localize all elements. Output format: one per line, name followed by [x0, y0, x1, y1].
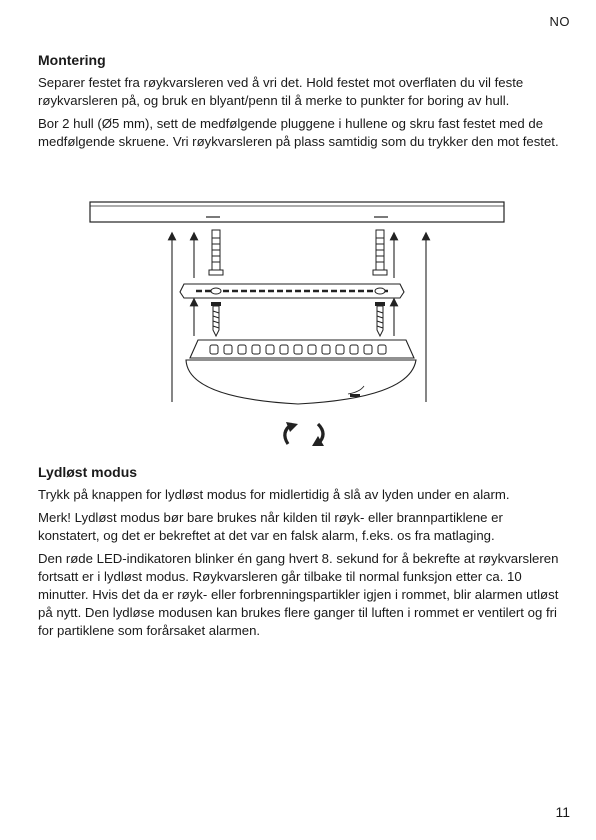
- language-code: NO: [549, 14, 570, 29]
- mounting-diagram: [88, 198, 508, 456]
- wall-plug-icon: [373, 230, 387, 275]
- screw-icon: [211, 302, 221, 336]
- mounting-title: Montering: [38, 52, 106, 68]
- screw-icon: [375, 302, 385, 336]
- mounting-section: [38, 52, 562, 156]
- smoke-detector: [186, 340, 416, 404]
- page-number: 11: [555, 804, 570, 820]
- mounting-paragraph-2: Bor 2 hull (Ø5 mm), sett de medfølgende pluggene i hullene og skru fast festet med de medfølgende skruene. Vri røykvarsleren på plass samtidig som du trykker den mot festet.: [38, 116, 559, 149]
- silent-mode-title: Lydløst modus: [38, 464, 138, 480]
- silent-mode-section: [38, 464, 562, 645]
- mounting-paragraph-1: Separer festet fra røykvarsleren ved å vri det. Hold festet mot overflaten du vil feste røykvarsleren på, og bruk en blyant/penn til å merke to punkter for boring av hull.: [38, 75, 524, 108]
- ceiling-plate: [90, 202, 504, 222]
- mounting-bracket: [180, 284, 404, 298]
- wall-plug-icon: [209, 230, 223, 275]
- silent-mode-paragraph-2: Merk! Lydløst modus bør bare brukes når kilden til røyk- eller brannpartiklene er konstatert, og det er bekreftet at det var en falsk alarm, f.eks. os fra matlaging.: [38, 510, 503, 543]
- silent-mode-paragraph-3: Den røde LED-indikatoren blinker én gang hvert 8. sekund for å bekrefte at røykvarsleren fortsatt er i lydløst modus. Røykvarsleren går tilbake til normal funksjon etter ca. 10 minutter. Hvis det da er røyk- eller forbrenningspartikler igjen i rommet, blir alarmen utløst på nytt. Den lydløse modusen kan brukes flere ganger til luften i rommet er ventilert og fri for partiklene som forårsaket alarmen.: [38, 551, 559, 638]
- rotate-arrows-icon: [285, 422, 324, 446]
- silent-mode-paragraph-1: Trykk på knappen for lydløst modus for midlertidig å slå av lyden under en alarm.: [38, 487, 510, 502]
